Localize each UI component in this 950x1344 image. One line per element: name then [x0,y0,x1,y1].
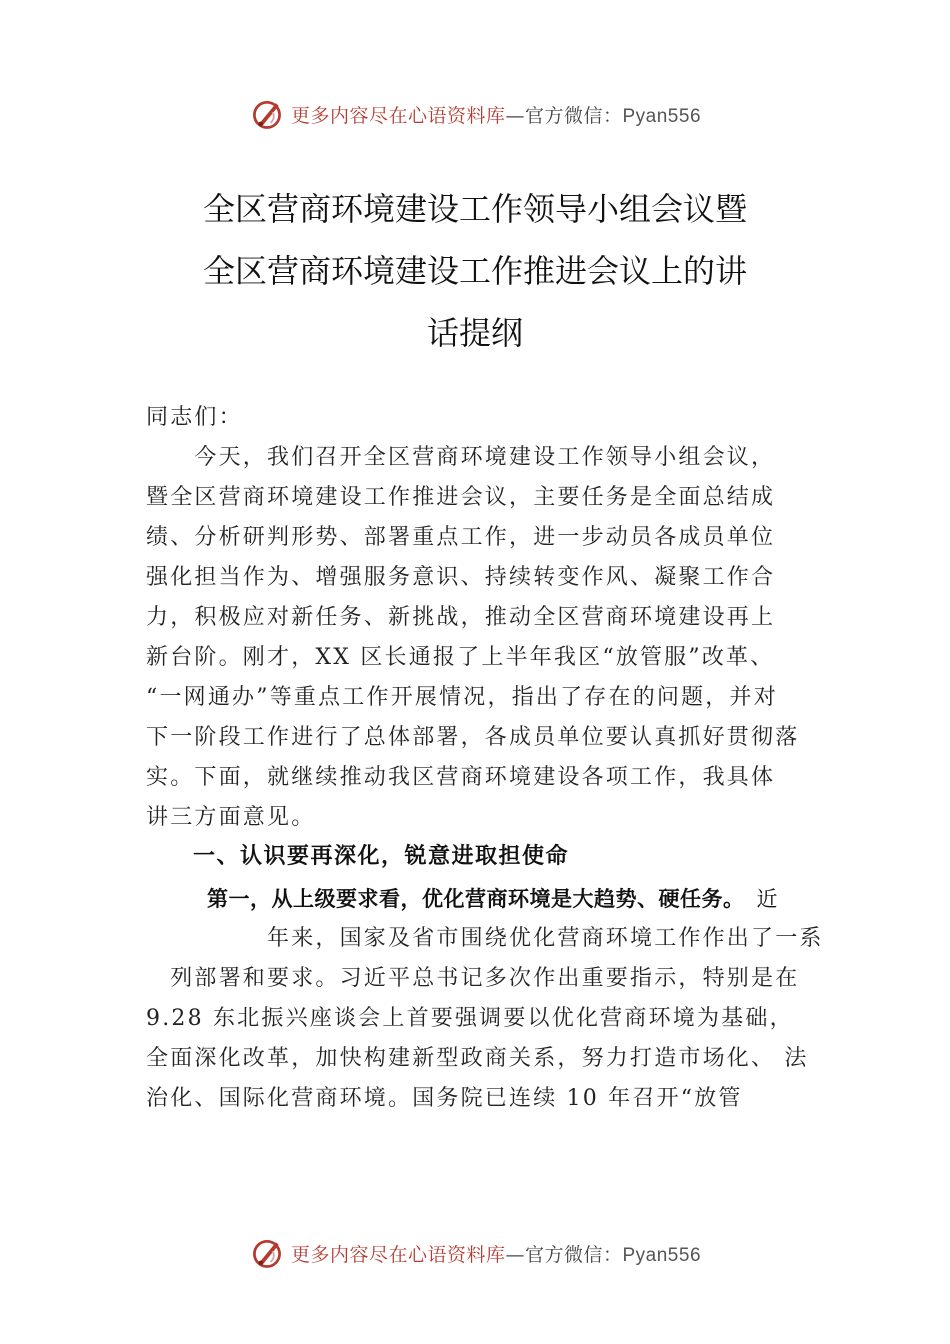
banner-text [291,101,701,128]
footer-watermark-banner [0,1233,950,1273]
banner-wechat-id: Pyan556 [622,1244,702,1266]
paragraph-line: “一网通办”等重点工作开展情况，指出了存在的问题，并对 [146,685,778,710]
banner-library-name: 更多内容尽在心语资料库 [290,1243,506,1266]
section-heading-1: 一、认识要再深化，锐意进取担使命 [193,844,570,869]
greeting [146,398,818,438]
greeting-text: 同志们： [146,405,243,430]
sub-heading-1 [207,879,780,919]
paragraph-line: 9.28 东北振兴座谈会上首要强调要以优化营商环境为基础， [146,1006,794,1031]
banner-text [291,1240,701,1267]
paragraph-line: 讲三方面意见。 [146,805,316,830]
pen-seal-logo-icon [249,96,285,132]
sub-heading-bold: 第一，从上级要求看，优化营商环境是大趋势、硬任务。 [207,887,745,911]
sub-heading-continuation: 近 [756,887,780,911]
paragraph-line: 暨全区营商环境建设工作推进会议，主要任务是全面总结成 [146,485,776,510]
paragraph-line: 新台阶。刚才，XX 区长通报了上半年我区“放管服”改革、 [146,645,775,670]
title-line-2: 全区营商环境建设工作推进会议上的讲 [202,252,747,290]
paragraph-line: 实。下面，就继续推动我区营商环境建设各项工作，我具体 [146,765,776,790]
document-title [120,178,830,364]
paragraph-intro [146,438,818,838]
paragraph-requirements [146,919,824,1119]
title-line-1: 全区营商环境建设工作领导小组会议暨 [202,190,747,228]
paragraph-line: 今天，我们召开全区营商环境建设工作领导小组会议， [146,445,776,470]
banner-wechat-id: Pyan556 [622,105,702,127]
paragraph-line: 年来，国家及省市围绕优化营商环境工作作出了一系 [146,926,824,951]
paragraph-line: 强化担当作为、增强服务意识、持续转变作风、凝聚工作合 [146,565,776,590]
paragraph-line: 力，积极应对新任务、新挑战，推动全区营商环境建设再上 [146,605,776,630]
banner-wechat-label: —官方微信： [505,104,623,127]
paragraph-line: 治化、国际化营商环境。国务院已连续 10 年召开“放管 [146,1086,743,1111]
paragraph-line: 全面深化改革，加快构建新型政商关系，努力打造市场化、 法 [146,1046,809,1071]
title-line-3: 话提纲 [426,314,523,352]
banner-wechat-label: —官方微信： [505,1243,623,1266]
pen-seal-logo-icon [249,1235,285,1271]
paragraph-line: 绩、分析研判形势、部署重点工作，进一步动员各成员单位 [146,525,776,550]
paragraph-line: 列部署和要求。习近平总书记多次作出重要指示，特别是在 [146,966,800,991]
paragraph-line: 下一阶段工作进行了总体部署，各成员单位要认真抓好贯彻落 [146,725,800,750]
banner-library-name: 更多内容尽在心语资料库 [290,104,506,127]
header-watermark-banner [0,94,950,134]
